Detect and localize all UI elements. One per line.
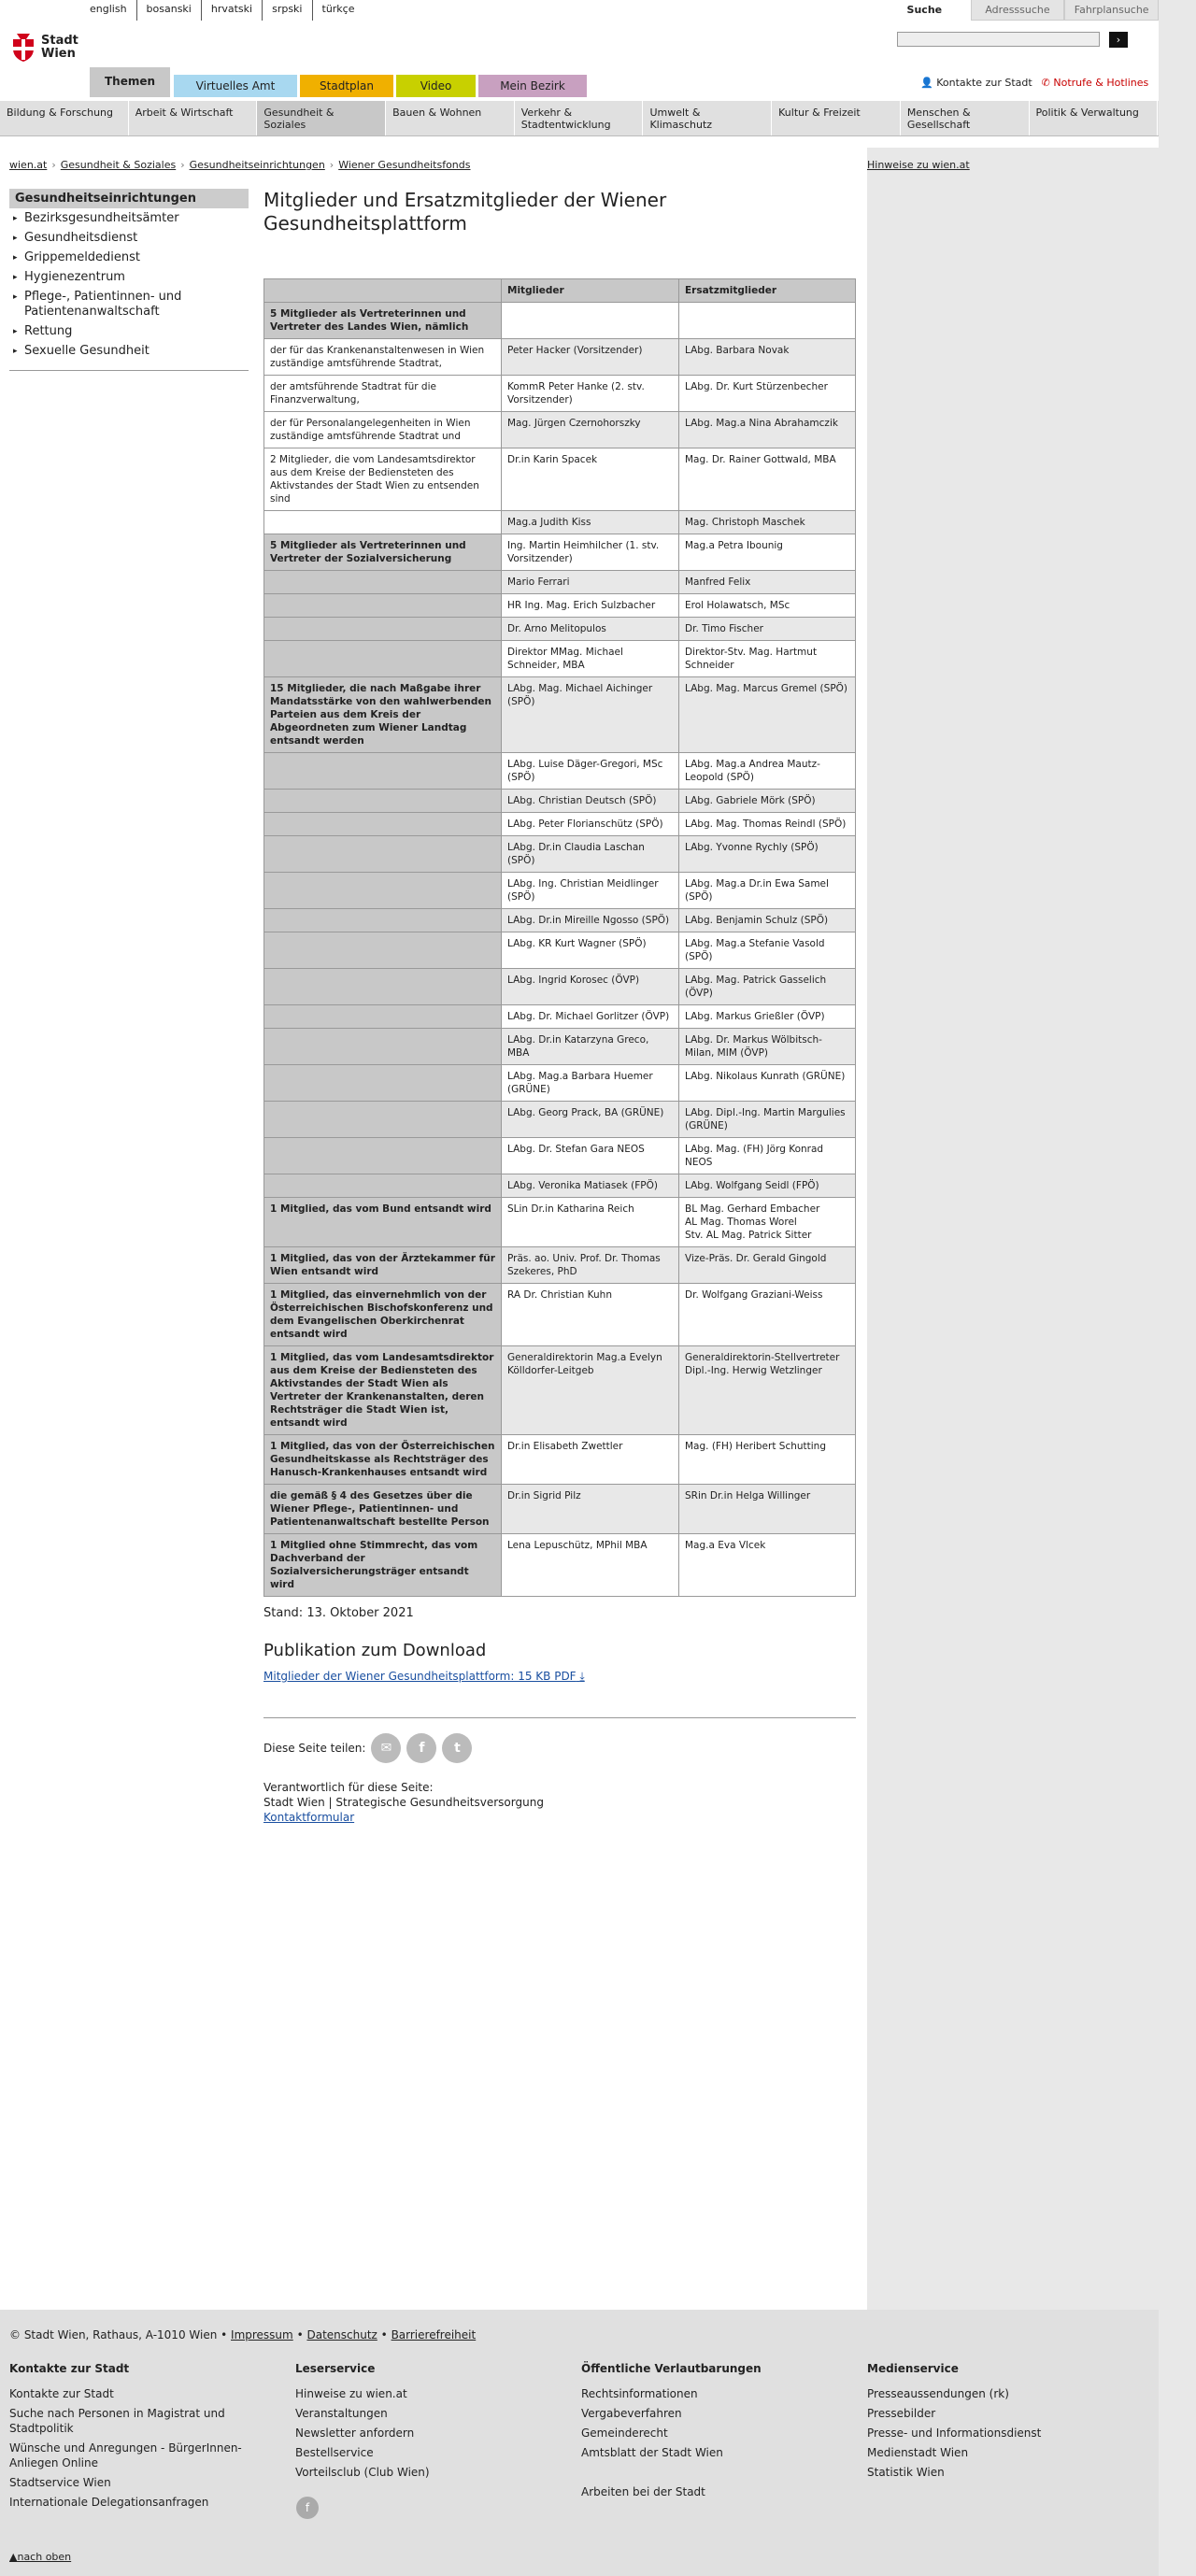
pdf-download-link[interactable]: Mitglieder der Wiener Gesundheitsplattform: 15 KB PDF ⤓ (263, 1670, 585, 1683)
contacts-link[interactable]: 👤 Kontakte zur Stadt (920, 76, 1032, 89)
chevron-right-icon: › (329, 159, 335, 171)
search-input[interactable] (897, 32, 1100, 47)
tab-fahrplansuche[interactable]: Fahrplansuche (1064, 0, 1159, 21)
tab-themen[interactable]: Themen (90, 67, 170, 97)
crumb-einrichtungen[interactable]: Gesundheitseinrichtungen (189, 159, 325, 171)
table-header: Mitglieder (502, 279, 679, 303)
substitute-cell: LAbg. Benjamin Schulz (SPÖ) (679, 909, 856, 932)
table-row (264, 1485, 856, 1534)
table-row (264, 511, 856, 534)
contact-form-link[interactable]: Kontaktformular (263, 1811, 355, 1824)
substitute-cell: Dr. Timo Fischer (679, 618, 856, 641)
row-label-cell (264, 618, 502, 641)
footer-column-title: Leserservice (295, 2362, 376, 2375)
divider (9, 370, 249, 371)
cat-politik[interactable]: Politik & Verwaltung (1030, 101, 1159, 135)
footer-link[interactable]: Hinweise zu wien.at (295, 2387, 407, 2400)
cat-arbeit[interactable]: Arbeit & Wirtschaft (129, 101, 258, 135)
search-panel (878, 0, 1159, 67)
member-cell: Dr.in Karin Spacek (502, 448, 679, 511)
member-cell: HR Ing. Mag. Erich Sulzbacher (502, 594, 679, 618)
responsible-org: Stadt Wien | Strategische Gesundheitsversorgung (263, 1796, 544, 1809)
substitute-cell: LAbg. Mag. Marcus Gremel (SPÖ) (679, 677, 856, 753)
publication-title: Publikation zum Download (263, 1641, 487, 1660)
lang-english[interactable]: english (90, 3, 127, 15)
crumb-gesundheitsfonds[interactable]: Wiener Gesundheitsfonds (338, 159, 471, 171)
facebook-icon[interactable]: f (406, 1733, 436, 1763)
stadt-wien-logo[interactable] (11, 34, 86, 71)
cat-bildung[interactable]: Bildung & Forschung (0, 101, 129, 135)
table-row (264, 790, 856, 813)
status-date: Stand: 13. Oktober 2021 (263, 1606, 414, 1620)
lang-turkce[interactable]: türkçe (312, 0, 364, 21)
substitute-cell: LAbg. Mag.a Stefanie Vasold (SPÖ) (679, 932, 856, 969)
twitter-icon[interactable]: t (442, 1733, 472, 1763)
chevron-right-icon: › (180, 159, 185, 171)
copyright: © Stadt Wien, Rathaus, A-1010 Wien • (9, 2328, 228, 2341)
member-cell: LAbg. Georg Prack, BA (GRÜNE) (502, 1102, 679, 1138)
row-label-cell: 1 Mitglied, das vom Landesamtsdirektor aus dem Kreise der Bediensteten des Aktivstandes der Stadt Wien als Vertreter der Krankenanstalten, deren Rechtsträger die Stadt Wien ist, entsandt wird (264, 1346, 502, 1435)
crumb-gesundheit[interactable]: Gesundheit & Soziales (60, 159, 177, 171)
substitute-cell: Mag. Christoph Maschek (679, 511, 856, 534)
table-row (264, 534, 856, 571)
footer-link[interactable]: Presse- und Informationsdienst (867, 2427, 1042, 2440)
row-label-cell (264, 1005, 502, 1029)
back-to-top-link[interactable]: ▲nach oben (9, 2551, 72, 2563)
sidebar-item[interactable]: ▸ Rettung (9, 321, 249, 341)
footer-column-title: Kontakte zur Stadt (9, 2362, 130, 2375)
member-cell: LAbg. Peter Florianschütz (SPÖ) (502, 813, 679, 836)
member-cell: LAbg. Dr. Michael Gorlitzer (ÖVP) (502, 1005, 679, 1029)
table-row (264, 677, 856, 753)
member-cell: LAbg. Dr.in Mireille Ngosso (SPÖ) (502, 909, 679, 932)
substitute-cell: LAbg. Mag.a Andrea Mautz-Leopold (SPÖ) (679, 753, 856, 790)
footer-link[interactable]: Veranstaltungen (295, 2407, 388, 2420)
row-label-cell (264, 790, 502, 813)
responsible (263, 1780, 856, 1825)
breadcrumb (9, 159, 850, 171)
table-row (264, 932, 856, 969)
member-cell: Dr. Arno Melitopulos (502, 618, 679, 641)
table-row (264, 1174, 856, 1198)
member-cell: Peter Hacker (Vorsitzender) (502, 339, 679, 376)
footer-link[interactable]: Pressebilder (867, 2407, 936, 2420)
member-cell: LAbg. KR Kurt Wagner (SPÖ) (502, 932, 679, 969)
member-cell: LAbg. Veronika Matiasek (FPÖ) (502, 1174, 679, 1198)
substitute-cell: LAbg. Yvonne Rychly (SPÖ) (679, 836, 856, 873)
substitute-cell: Mag.a Petra Ibounig (679, 534, 856, 571)
substitute-cell: LAbg. Mag.a Nina Abrahamczik (679, 412, 856, 448)
row-label-cell (264, 1102, 502, 1138)
category-nav (0, 101, 1159, 136)
footer-link[interactable]: Vorteilsclub (Club Wien) (295, 2466, 430, 2479)
bullet: • (296, 2328, 304, 2341)
footer-link[interactable]: Stadtservice Wien (9, 2476, 111, 2489)
member-cell: Mag.a Judith Kiss (502, 511, 679, 534)
member-cell: LAbg. Luise Däger-Gregori, MSc (SPÖ) (502, 753, 679, 790)
table-row (264, 1065, 856, 1102)
substitute-cell: LAbg. Dr. Kurt Stürzenbecher (679, 376, 856, 412)
row-label-cell (264, 969, 502, 1005)
table-row (264, 1284, 856, 1346)
substitute-cell: LAbg. Dr. Markus Wölbitsch-Milan, MIM (ÖVP) (679, 1029, 856, 1065)
logo-text: Stadt Wien (41, 34, 78, 61)
table-row (264, 1005, 856, 1029)
sidebar-item[interactable]: ▸ Hygienezentrum (9, 267, 249, 287)
footer-link[interactable]: Arbeiten bei der Stadt (581, 2485, 705, 2498)
substitute-cell: Mag. (FH) Heribert Schutting (679, 1435, 856, 1485)
person-icon: 👤 (920, 76, 933, 89)
member-cell: KommR Peter Hanke (2. stv. Vorsitzender) (502, 376, 679, 412)
footer-legal (9, 2328, 476, 2341)
chevron-right-icon: › (51, 159, 56, 171)
table-row (264, 873, 856, 909)
cat-verkehr[interactable]: Verkehr & Stadtentwicklung (515, 101, 644, 135)
member-cell: LAbg. Dr. Stefan Gara NEOS (502, 1138, 679, 1174)
row-label-cell: 5 Mitglieder als Vertreterinnen und Vertreter des Landes Wien, nämlich (264, 303, 502, 339)
row-label-cell (264, 594, 502, 618)
member-cell: Dr.in Elisabeth Zwettler (502, 1435, 679, 1485)
row-label-cell: 1 Mitglied, das von der Österreichischen Gesundheitskasse als Rechtsträger des Hanusch-Krankenhauses entsandt wird (264, 1435, 502, 1485)
row-label-cell (264, 932, 502, 969)
member-cell (502, 303, 679, 339)
row-label-cell (264, 1138, 502, 1174)
footer-column-title: Öffentliche Verlautbarungen (581, 2362, 762, 2375)
member-cell: Lena Lepuschütz, MPhil MBA (502, 1534, 679, 1597)
table-row (264, 376, 856, 412)
table-row (264, 969, 856, 1005)
member-cell: SLin Dr.in Katharina Reich (502, 1198, 679, 1247)
member-cell: RA Dr. Christian Kuhn (502, 1284, 679, 1346)
substitute-cell: LAbg. Mag.a Dr.in Ewa Samel (SPÖ) (679, 873, 856, 909)
cat-gesundheit[interactable]: Gesundheit & Soziales (257, 101, 386, 135)
substitute-cell: Mag. Dr. Rainer Gottwald, MBA (679, 448, 856, 511)
tab-suche[interactable]: Suche (878, 0, 971, 21)
row-label-cell (264, 1029, 502, 1065)
language-bar (0, 0, 878, 21)
member-cell: LAbg. Ing. Christian Meidlinger (SPÖ) (502, 873, 679, 909)
table-row (264, 339, 856, 376)
footer-link[interactable]: Kontakte zur Stadt (9, 2387, 114, 2400)
row-label-cell: 15 Mitglieder, die nach Maßgabe ihrer Mandatsstärke von den wahlwerbenden Parteien aus dem Kreis der Abgeordneten zum Wiener Landtag entsandt werden (264, 677, 502, 753)
row-label-cell: der für das Krankenanstaltenwesen in Wien zuständige amtsführende Stadtrat, (264, 339, 502, 376)
substitute-cell: Dr. Wolfgang Graziani-Weiss (679, 1284, 856, 1346)
substitute-cell: LAbg. Mag. (FH) Jörg Konrad NEOS (679, 1138, 856, 1174)
footer-link[interactable]: Vergabeverfahren (581, 2407, 682, 2420)
table-row (264, 571, 856, 594)
row-label-cell (264, 753, 502, 790)
lang-hrvatski[interactable]: hrvatski (201, 0, 262, 21)
table-row (264, 1534, 856, 1597)
table-row (264, 813, 856, 836)
table-row (264, 618, 856, 641)
right-column (867, 187, 1159, 2310)
cat-bauen[interactable]: Bauen & Wohnen (386, 101, 515, 135)
footer-link[interactable]: Gemeinderecht (581, 2427, 668, 2440)
substitute-cell: SRin Dr.in Helga Willinger (679, 1485, 856, 1534)
members-table (263, 278, 856, 1597)
substitute-cell: Manfred Felix (679, 571, 856, 594)
sidebar-item[interactable]: ▸ Pflege-, Patientinnen- und Patientenanwaltschaft (9, 287, 249, 321)
table-row (264, 412, 856, 448)
substitute-cell: LAbg. Mag. Thomas Reindl (SPÖ) (679, 813, 856, 836)
row-label-cell: der amtsführende Stadtrat für die Finanzverwaltung, (264, 376, 502, 412)
spacer (263, 254, 376, 267)
table-row (264, 1029, 856, 1065)
table-body (264, 303, 856, 1597)
search-button[interactable]: › (1109, 32, 1128, 48)
table-row (264, 448, 856, 511)
substitute-cell: Mag.a Eva Vlcek (679, 1534, 856, 1597)
table-row (264, 1138, 856, 1174)
substitute-cell: Generaldirektorin-Stellvertreter Dipl.-Ing. Herwig Wetzlinger (679, 1346, 856, 1435)
member-cell: LAbg. Ingrid Korosec (ÖVP) (502, 969, 679, 1005)
row-label-cell (264, 909, 502, 932)
email-icon[interactable]: ✉ (371, 1733, 401, 1763)
footer-link (581, 2465, 843, 2480)
member-cell: LAbg. Dr.in Claudia Laschan (SPÖ) (502, 836, 679, 873)
lang-srpski[interactable]: srpski (262, 0, 311, 21)
emergency-link[interactable]: ✆ Notrufe & Hotlines (1041, 76, 1149, 89)
table-header: Ersatzmitglieder (679, 279, 856, 303)
footer-link[interactable]: Amtsblatt der Stadt Wien (581, 2446, 723, 2459)
row-label-cell (264, 873, 502, 909)
table-row (264, 594, 856, 618)
triangle-up-icon: ▲ (9, 2551, 18, 2563)
barrierefreiheit-link[interactable]: Barrierefreiheit (391, 2328, 477, 2341)
tab-adresssuche[interactable]: Adresssuche (971, 0, 1065, 21)
row-label-cell: 1 Mitglied, das einvernehmlich von der Österreichischen Bischofskonferenz und dem Evangelischen Oberkirchenrat entsandt wird (264, 1284, 502, 1346)
member-cell: Mario Ferrari (502, 571, 679, 594)
footer-column (295, 2362, 557, 2484)
row-label-cell (264, 511, 502, 534)
member-cell: Generaldirektorin Mag.a Evelyn Kölldorfer-Leitgeb (502, 1346, 679, 1435)
row-label-cell: die gemäß § 4 des Gesetzes über die Wiener Pflege-, Patientinnen- und Patientenanwaltschaft bestellte Person (264, 1485, 502, 1534)
sidebar-item[interactable]: ▸ Grippemeldedienst (9, 248, 249, 267)
tab-virtuelles-amt[interactable]: Virtuelles Amt (174, 67, 297, 97)
footer-link[interactable]: Newsletter anfordern (295, 2427, 415, 2440)
footer-link[interactable]: Suche nach Personen in Magistrat und Stadtpolitik (9, 2407, 225, 2435)
table-row (264, 1346, 856, 1435)
table-row (264, 641, 856, 677)
substitute-cell: LAbg. Gabriele Mörk (SPÖ) (679, 790, 856, 813)
bullet: • (380, 2328, 388, 2341)
cat-umwelt[interactable]: Umwelt & Klimaschutz (643, 101, 772, 135)
footer-link[interactable]: Internationale Delegationsanfragen (9, 2496, 209, 2509)
footer-link[interactable]: Presseaussendungen (rk) (867, 2387, 1009, 2400)
substitute-cell: LAbg. Wolfgang Seidl (FPÖ) (679, 1174, 856, 1198)
responsible-label: Verantwortlich für diese Seite: (263, 1781, 434, 1794)
table-row (264, 1102, 856, 1138)
row-label-cell: 1 Mitglied ohne Stimmrecht, das vom Dachverband der Sozialversicherungsträger entsandt wird (264, 1534, 502, 1597)
hints-link[interactable]: Hinweise zu wien.at (867, 159, 970, 171)
member-cell: LAbg. Christian Deutsch (SPÖ) (502, 790, 679, 813)
row-label-cell: 5 Mitglieder als Vertreterinnen und Vertreter der Sozialversicherung (264, 534, 502, 571)
lang-bosanski[interactable]: bosanski (136, 0, 201, 21)
substitute-cell: Direktor-Stv. Mag. Hartmut Schneider (679, 641, 856, 677)
divider (263, 1717, 856, 1718)
sidebar-item[interactable]: ▸ Gesundheitsdienst (9, 228, 249, 248)
substitute-cell (679, 303, 856, 339)
row-label-cell (264, 571, 502, 594)
table-row (264, 1198, 856, 1247)
row-label-cell: 2 Mitglieder, die vom Landesamtsdirektor aus dem Kreise der Bediensteten des Aktivstandes der Stadt Wien zu entsenden sind (264, 448, 502, 511)
sidebar-item[interactable]: ▸ Sexuelle Gesundheit (9, 341, 249, 361)
substitute-cell: LAbg. Nikolaus Kunrath (GRÜNE) (679, 1065, 856, 1102)
substitute-cell: LAbg. Mag. Patrick Gasselich (ÖVP) (679, 969, 856, 1005)
footer-link[interactable]: Bestellservice (295, 2446, 374, 2459)
footer-column (581, 2362, 843, 2504)
coat-of-arms-icon (11, 34, 36, 62)
table-row (264, 909, 856, 932)
row-label-cell (264, 1065, 502, 1102)
content (263, 189, 856, 1825)
footer-column-title: Medienservice (867, 2362, 959, 2375)
facebook-icon[interactable]: f (296, 2497, 319, 2519)
footer-link[interactable]: Rechtsinformationen (581, 2387, 698, 2400)
footer-column (9, 2362, 271, 2514)
table-row (264, 836, 856, 873)
table-header (264, 279, 502, 303)
datenschutz-link[interactable]: Datenschutz (306, 2328, 377, 2341)
sidebar (9, 189, 249, 371)
substitute-cell: LAbg. Markus Grießler (ÖVP) (679, 1005, 856, 1029)
substitute-cell: LAbg. Dipl.-Ing. Martin Margulies (GRÜNE) (679, 1102, 856, 1138)
cat-kultur[interactable]: Kultur & Freizeit (772, 101, 901, 135)
row-label-cell: 1 Mitglied, das von der Ärztekammer für Wien entsandt wird (264, 1247, 502, 1284)
table-row (264, 1247, 856, 1284)
impressum-link[interactable]: Impressum (231, 2328, 293, 2341)
substitute-cell: Erol Holawatsch, MSc (679, 594, 856, 618)
row-label-cell (264, 1174, 502, 1198)
share-label: Diese Seite teilen: (263, 1742, 366, 1755)
footer-column (867, 2362, 1129, 2484)
emergency-icon: ✆ (1041, 76, 1050, 89)
crumb-wien[interactable]: wien.at (9, 159, 48, 171)
tab-stadtplan[interactable]: Stadtplan (300, 67, 393, 97)
sidebar-title[interactable]: Gesundheitseinrichtungen (9, 189, 249, 208)
download-icon: ⤓ (579, 1670, 585, 1683)
substitute-cell: Vize-Präs. Dr. Gerald Gingold (679, 1247, 856, 1284)
page-title: Mitglieder und Ersatzmitglieder der Wiener Gesundheitsplattform (263, 189, 667, 235)
row-label-cell: der für Personalangelegenheiten in Wien zuständige amtsführende Stadtrat und (264, 412, 502, 448)
member-cell: Mag. Jürgen Czernohorszky (502, 412, 679, 448)
table-row (264, 303, 856, 339)
footer-link[interactable]: Medienstadt Wien (867, 2446, 969, 2459)
row-label-cell (264, 836, 502, 873)
row-label-cell (264, 641, 502, 677)
member-cell: Ing. Martin Heimhilcher (1. stv. Vorsitzender) (502, 534, 679, 571)
footer-link[interactable]: Statistik Wien (867, 2466, 945, 2479)
member-cell: Direktor MMag. Michael Schneider, MBA (502, 641, 679, 677)
substitute-cell: LAbg. Barbara Novak (679, 339, 856, 376)
row-label-cell (264, 813, 502, 836)
substitute-cell: BL Mag. Gerhard Embacher AL Mag. Thomas Worel Stv. AL Mag. Patrick Sitter (679, 1198, 856, 1247)
sidebar-item[interactable]: ▸ Bezirksgesundheitsämter (9, 208, 249, 228)
table-row (264, 753, 856, 790)
member-cell: Präs. ao. Univ. Prof. Dr. Thomas Szekeres, PhD (502, 1247, 679, 1284)
member-cell: LAbg. Mag.a Barbara Huemer (GRÜNE) (502, 1065, 679, 1102)
member-cell: LAbg. Mag. Michael Aichinger (SPÖ) (502, 677, 679, 753)
member-cell: LAbg. Dr.in Katarzyna Greco, MBA (502, 1029, 679, 1065)
share-bar (263, 1733, 856, 1763)
table-row (264, 1435, 856, 1485)
footer (0, 2310, 1159, 2576)
row-label-cell: 1 Mitglied, das vom Bund entsandt wird (264, 1198, 502, 1247)
tab-mein-bezirk[interactable]: Mein Bezirk (478, 67, 587, 97)
top-links (920, 73, 1159, 92)
cat-menschen[interactable]: Menschen & Gesellschaft (901, 101, 1030, 135)
footer-link[interactable]: Wünsche und Anregungen - BürgerInnen-Anliegen Online (9, 2441, 242, 2469)
member-cell: Dr.in Sigrid Pilz (502, 1485, 679, 1534)
tab-video[interactable]: Video (396, 67, 476, 97)
